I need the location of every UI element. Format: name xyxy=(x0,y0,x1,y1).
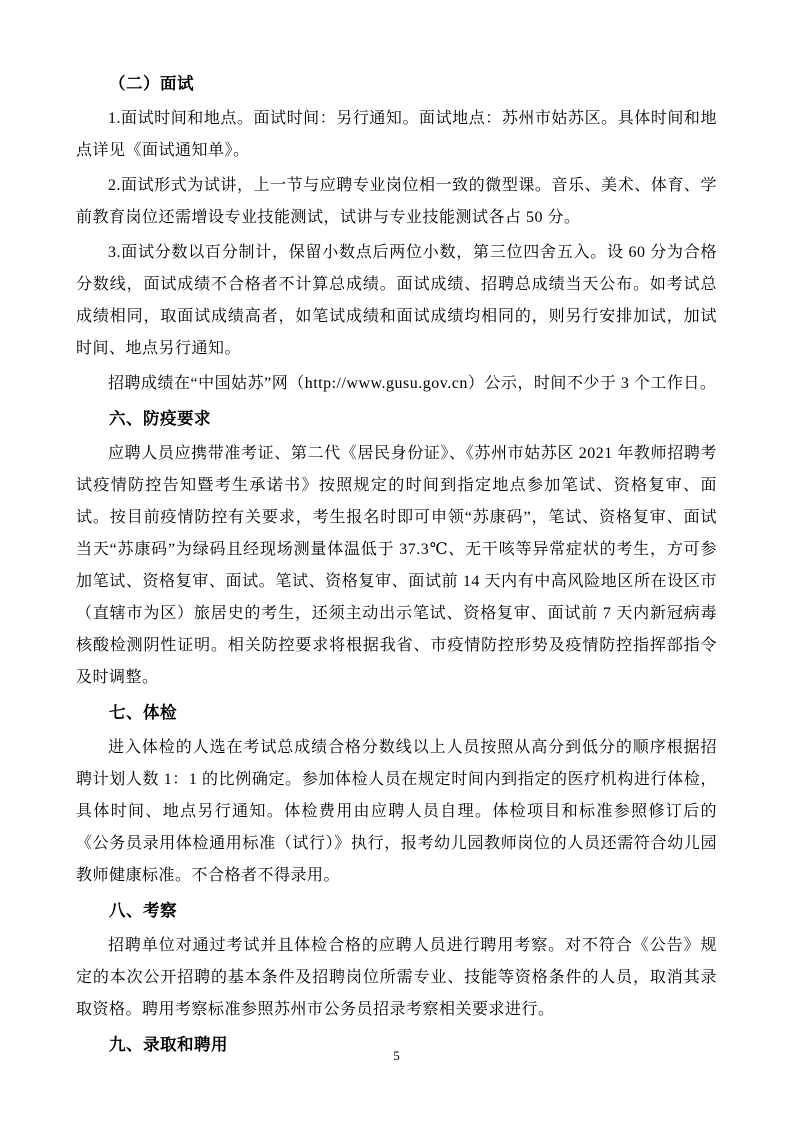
section-heading-epidemic-prevention: 六、防疫要求 xyxy=(109,410,211,428)
section-heading-inspection: 八、考察 xyxy=(109,902,177,920)
paragraph-interview-scoring: 3.面试分数以百分制计，保留小数点后两位小数，第三位四舍五入。设 60 分为合格分数线，面试成绩不合格者不计算总成绩。面试成绩、招聘总成绩当天公布。如考试总成绩相同，取面试成绩高者，如笔试成绩和面试成绩均相同的，则另行安排加试，加试时间、地点另行通知。 xyxy=(76,244,717,357)
section-heading-physical-exam: 七、体检 xyxy=(109,704,177,722)
paragraph-interview-format: 2.面试形式为试讲，上一节与应聘专业岗位相一致的微型课。音乐、美术、体育、学前教育岗位还需增设专业技能测试，试讲与专业技能测试各占 50 分。 xyxy=(76,177,717,226)
document-content xyxy=(76,66,717,1064)
page-number: 5 xyxy=(393,1048,400,1063)
paragraph-interview-time-location: 1.面试时间和地点。面试时间：另行通知。面试地点：苏州市姑苏区。具体时间和地点详见《面试通知单》。 xyxy=(76,110,717,159)
paragraph-epidemic-requirements: 应聘人员应携带准考证、第二代《居民身份证》、《苏州市姑苏区 2021 年教师招聘考试疫情防控告知暨考生承诺书》按照规定的时间到指定地点参加笔试、资格复审、面试。按目前疫情防控有关要求，考生报名时即可申领“苏康码”，笔试、资格复审、面试当天“苏康码”为绿码且经现场测量体温低于 37.3℃、无干咳等异常症状的考生，方可参加笔试、资格复审、面试。笔试、资格复审、面试前 14 天内有中高风险地区所在设区市（直辖市为区）旅居史的考生，还须主动出示笔试、资格复审、面试前 7 天内新冠病毒核酸检测阴性证明。相关防控要求将根据我省、市疫情防控形势及疫情防控指挥部指令及时调整。 xyxy=(76,445,717,686)
paragraph-inspection: 招聘单位对通过考试并且体检合格的应聘人员进行聘用考察。对不符合《公告》规定的本次公开招聘的基本条件及招聘岗位所需专业、技能等资格条件的人员，取消其录取资格。聘用考察标准参照苏州市公务员招录考察相关要求进行。 xyxy=(76,937,717,1018)
paragraph-results-publication: 招聘成绩在“中国姑苏”网（http://www.gusu.gov.cn）公示，时间不少于 3 个工作日。 xyxy=(108,375,717,392)
paragraph-physical-exam: 进入体检的人选在考试总成绩合格分数线以上人员按照从高分到低分的顺序根据招聘计划人数 1：1 的比例确定。参加体检人员在规定时间内到指定的医疗机构进行体检，具体时间、地点另行通知。体检费用由应聘人员自理。体检项目和标准参照修订后的《公务员录用体检通用标准（试行）》执行，报考幼儿园教师岗位的人员还需符合幼儿园教师健康标准。不合格者不得录用。 xyxy=(76,739,717,884)
section-heading-admission-employment: 九、录取和聘用 xyxy=(109,1036,228,1054)
section-heading-interview: （二）面试 xyxy=(109,75,194,93)
